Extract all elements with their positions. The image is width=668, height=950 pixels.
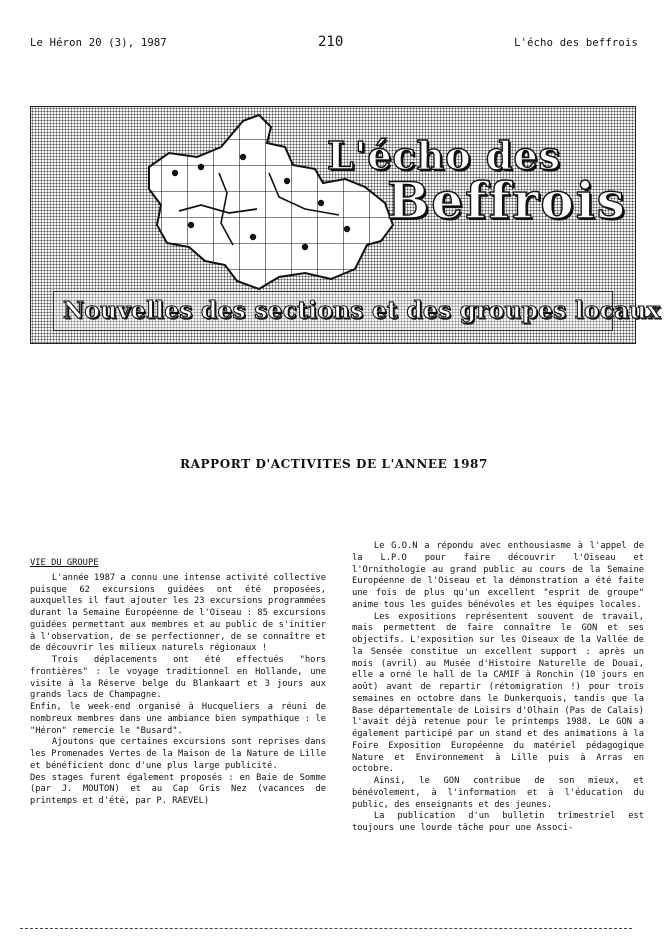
paragraph: La publication d'un bulletin trimestriel est toujours une lourde tâche pour une Associ- bbox=[352, 811, 644, 833]
section-name: L'écho des beffrois bbox=[514, 37, 638, 49]
right-column bbox=[352, 541, 644, 835]
paragraph: Ajoutons que certaines excursions sont reprises dans les Promenades Vertes de la Maison de la Nature de Lille et bénéficient donc d'une plus large publicité. bbox=[30, 737, 326, 771]
paragraph: Le G.O.N a répondu avec enthousiasme à l'appel de la L.P.O pour faire découvrir l'Oiseau et l'Ornithologie au grand public au cours de la Semaine Européenne de l'Oiseau et la démonstration a été faite une fois de plus qu'un excellent "esprit de groupe" anime tous les guides bénévoles et les équipes locales. bbox=[352, 541, 644, 610]
footer-rule bbox=[20, 928, 632, 929]
paragraph: Trois déplacements ont été effectués "hors frontières" : le voyage traditionnel en Hollande, une visite à la Réserve belge du Blankaart et 3 jours aux grands lacs de Champagne. bbox=[30, 655, 326, 701]
paragraph: Les expositions représentent souvent de travail, mais permettent de faire connaître le GON et ses objectifs. L'exposition sur les Oiseaux de la Vallée de la Sensée constitue un excellent support : après un mois (avril) au Musée d'Histoire Naturelle de Douai, elle a orné le hall de la CAMIF à Ronchin (10 jours en août) avant de repartir (rétomigration !) pour trois semaines en octobre dans le Dunkerquois, tandis que la Base départementale de Loisirs d'Olhain (Pas de Calais) l'avait déjà retenue pour le printemps 1988. Le GON a également participé par un stand et des animations à la Foire Exposition Européenne du matériel pédagogique Nature et Environnement à Lille puis à Arras en octobre. bbox=[352, 611, 644, 775]
journal-reference: Le Héron 20 (3), 1987 bbox=[30, 37, 167, 49]
section-banner bbox=[30, 106, 661, 344]
paragraph: L'année 1987 a connu une intense activité collective puisque 62 excursions guidées ont été proposées, auxquelles il faut ajouter les 23 excursions programmées durant la Semaine Européenne de l'Oiseau : 85 excursions guidées permettant aux membres et au public de s'initier à l'observation, de se perfectionner, de se connaître et de découvrir les milieux naturels régionaux ! bbox=[30, 572, 326, 654]
paragraph: Des stages furent également proposés : en Baie de Somme (par J. MOUTON) et au Cap Gris Nez (vacances de printemps et d'été, par P. RAEVEL) bbox=[30, 772, 326, 806]
banner-title-line-1: L'écho des bbox=[327, 133, 562, 178]
section-title: VIE DU GROUPE bbox=[30, 558, 99, 568]
paragraph: Ainsi, le GON contribue de son mieux, et bénévolement, à l'information et à l'éducation du public, des enseignants et des jeunes. bbox=[352, 776, 644, 810]
banner-title-line-2: Beffrois bbox=[387, 171, 627, 230]
banner-subtitle: Nouvelles des sections et des groupes locaux bbox=[63, 297, 661, 324]
left-column bbox=[30, 558, 326, 808]
paragraph: Enfin, le week-end organisé à Hucqueliers a réuni de nombreux membres dans une ambiance bien sympathique : le "Héron" remercie le "Busard". bbox=[30, 702, 326, 736]
report-title: RAPPORT D'ACTIVITES DE L'ANNEE 1987 bbox=[180, 457, 488, 471]
page-number: 210 bbox=[318, 34, 344, 50]
